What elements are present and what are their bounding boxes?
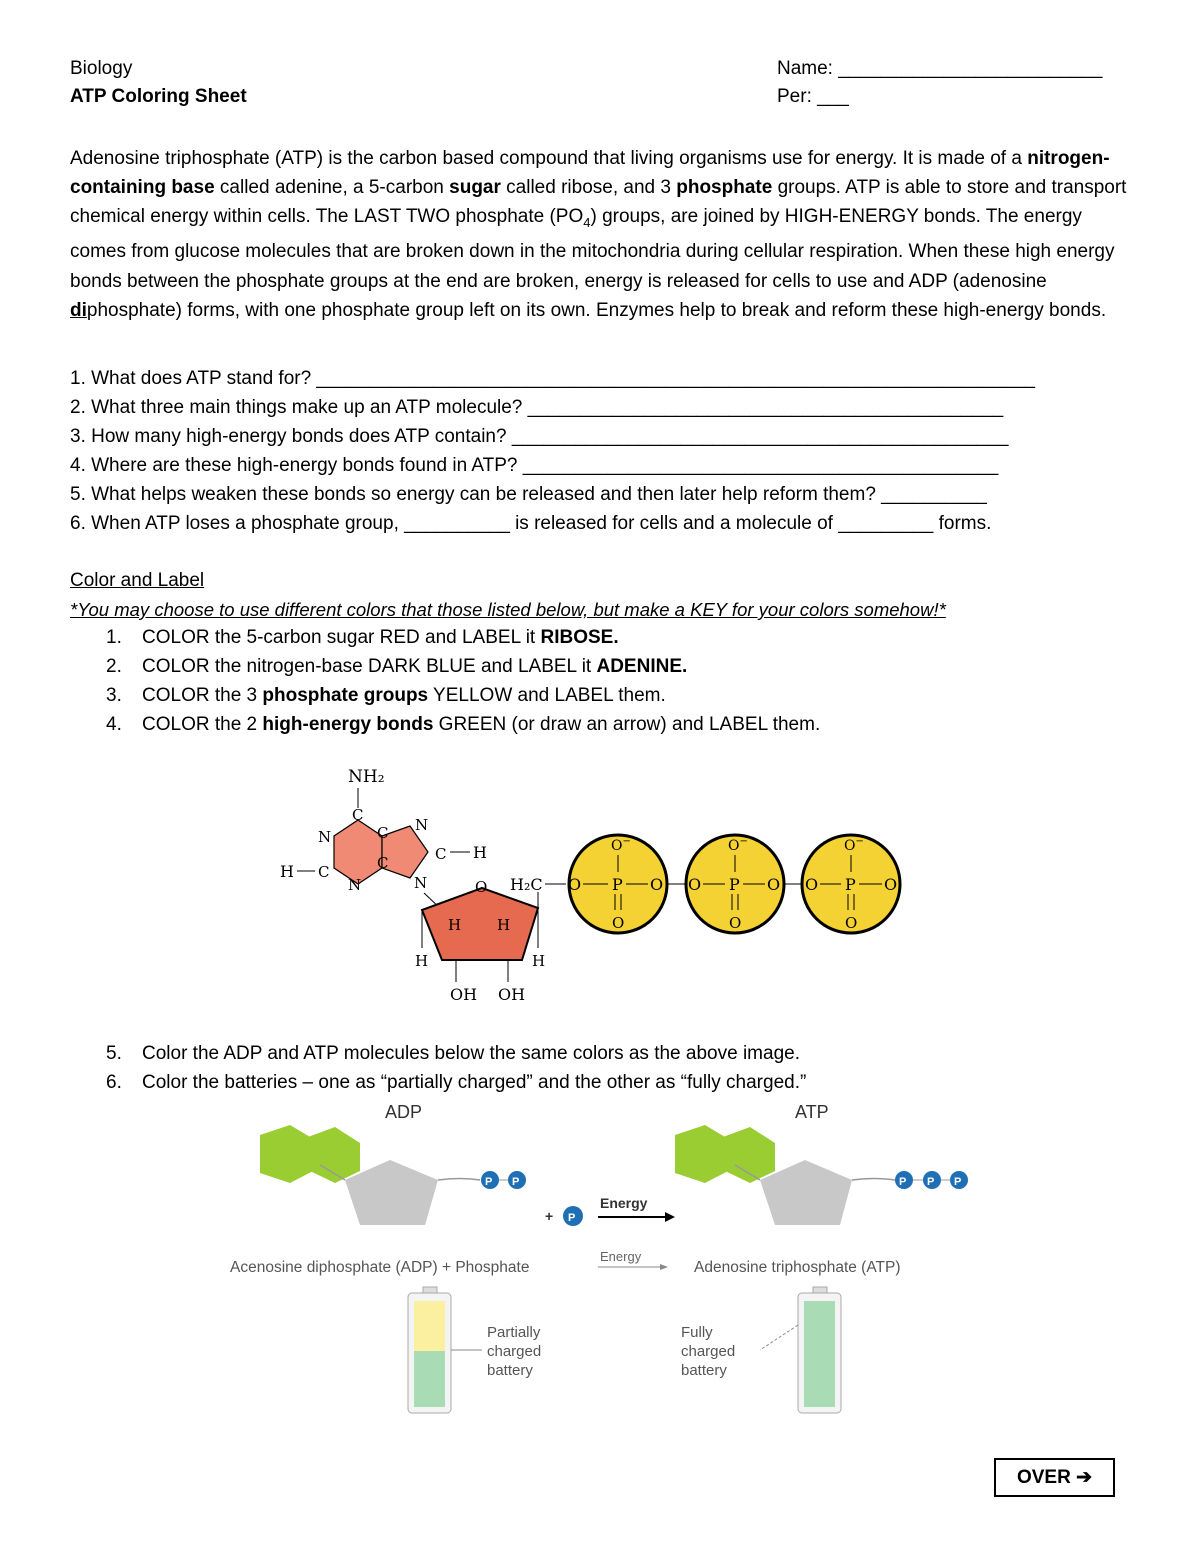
svg-text:H: H — [497, 916, 511, 934]
svg-text:O: O — [568, 875, 582, 894]
color-label-heading: Color and Label — [70, 570, 205, 591]
oh-label: OH — [450, 985, 478, 1004]
list-number: 2. — [106, 656, 122, 677]
adenine-ring-left — [334, 820, 382, 884]
svg-text:O: O — [805, 875, 819, 894]
svg-text:H: H — [280, 862, 294, 881]
svg-text:H: H — [415, 952, 429, 970]
adp-atp-diagram — [220, 1095, 980, 1425]
svg-text:O: O — [845, 914, 858, 932]
list-number: 6. — [106, 1072, 122, 1093]
adp-caption: Acenosine diphosphate (ADP) + Phosphate — [230, 1259, 530, 1276]
subject-label: Biology — [70, 58, 133, 79]
atp-caption: Adenosine triphosphate (ATP) — [694, 1259, 901, 1276]
svg-text:C: C — [377, 824, 389, 842]
instruction-item: COLOR the nitrogen-base DARK BLUE and LABEL it ADENINE. — [142, 656, 688, 677]
atp-title: ATP — [795, 1102, 829, 1122]
instruction-item: Color the ADP and ATP molecules below the same colors as the above image. — [142, 1043, 800, 1064]
list-number: 5. — [106, 1043, 122, 1064]
svg-text:H: H — [532, 952, 546, 970]
adp-molecule — [260, 1125, 526, 1225]
ribose-ring — [422, 888, 538, 960]
svg-text:charged: charged — [487, 1343, 542, 1360]
oh-label: OH — [498, 985, 526, 1004]
question-5[interactable]: 5. What helps weaken these bonds so energy can be released and then later help reform them? __________ — [70, 484, 987, 505]
svg-text:O−: O− — [611, 836, 631, 854]
svg-text:O−: O− — [728, 836, 748, 854]
page-title: ATP Coloring Sheet — [70, 86, 247, 107]
svg-text:O: O — [650, 875, 664, 894]
svg-text:battery: battery — [681, 1362, 727, 1379]
list-number: 1. — [106, 627, 122, 648]
list-number: 3. — [106, 685, 122, 706]
question-3[interactable]: 3. How many high-energy bonds does ATP contain? _______________________________________________ — [70, 426, 1009, 447]
question-4[interactable]: 4. Where are these high-energy bonds found in ATP? _____________________________________________ — [70, 455, 999, 476]
instruction-item: COLOR the 3 phosphate groups YELLOW and LABEL them. — [142, 685, 666, 706]
svg-text:P: P — [927, 1176, 935, 1188]
svg-text:N: N — [414, 874, 428, 892]
svg-text:P: P — [899, 1176, 907, 1188]
over-indicator: OVER ➔ — [994, 1458, 1115, 1497]
svg-text:C: C — [352, 806, 364, 824]
svg-text:P: P — [485, 1176, 493, 1188]
svg-text:O: O — [475, 878, 488, 896]
svg-text:N: N — [415, 816, 429, 834]
energy-label: Energy — [600, 1195, 648, 1211]
svg-text:H: H — [448, 916, 462, 934]
fully-charged-battery — [681, 1287, 841, 1413]
svg-text:N: N — [318, 828, 332, 846]
plus-sign: + — [545, 1208, 554, 1224]
svg-text:O: O — [767, 875, 781, 894]
partially-charged-battery — [408, 1287, 541, 1413]
list-number: 4. — [106, 714, 122, 735]
question-6[interactable]: 6. When ATP loses a phosphate group, __________ is released for cells and a molecule of _________ forms. — [70, 513, 992, 534]
svg-text:P: P — [954, 1176, 962, 1188]
h2c-label: H₂C — [510, 875, 543, 894]
atp-molecule-diagram — [270, 760, 920, 1010]
svg-text:P: P — [568, 1212, 576, 1224]
question-2[interactable]: 2. What three main things make up an ATP molecule? _____________________________________________ — [70, 397, 1004, 418]
color-key-note: *You may choose to use different colors that those listed below, but make a KEY for your colors somehow!* — [70, 599, 946, 620]
period-field[interactable]: Per: ___ — [777, 86, 849, 107]
svg-text:Fully: Fully — [681, 1324, 713, 1341]
phosphate-group-1 — [568, 835, 667, 933]
svg-text:P: P — [512, 1176, 520, 1188]
instruction-item: Color the batteries – one as “partially charged” and the other as “fully charged.” — [142, 1072, 807, 1093]
adp-title: ADP — [385, 1102, 423, 1122]
name-field[interactable]: Name: _________________________ — [777, 58, 1103, 79]
instruction-item: COLOR the 2 high-energy bonds GREEN (or draw an arrow) and LABEL them. — [142, 714, 821, 735]
svg-text:N: N — [348, 876, 362, 894]
svg-text:O: O — [612, 914, 625, 932]
svg-text:C: C — [435, 845, 447, 863]
svg-text:H: H — [473, 843, 487, 862]
energy-label-light: Energy — [600, 1249, 642, 1264]
question-1[interactable]: 1. What does ATP stand for? ____________________________________________________________________ — [70, 368, 1035, 389]
svg-text:O: O — [729, 914, 742, 932]
svg-text:O−: O− — [844, 836, 864, 854]
svg-text:O: O — [884, 875, 898, 894]
svg-text:O: O — [688, 875, 702, 894]
svg-text:P: P — [729, 875, 740, 894]
svg-text:battery: battery — [487, 1362, 533, 1379]
atp-molecule — [675, 1125, 968, 1225]
svg-text:C: C — [318, 863, 330, 881]
svg-text:P: P — [612, 875, 623, 894]
intro-paragraph: Adenosine triphosphate (ATP) is the carbon based compound that living organisms use for energy. It is made of a nitrogen-containing base called adenine, a 5-carbon sugar called ribose, and 3 phosphate groups. ATP is able to store and transport chemical energy within cells. The LAST TWO phosphate $(PO_4)$ groups, are joined by HIGH-ENERGY bonds. The energy comes from glucose molecules that are broken down in the mitochondria during cellular respiration. When these high energy bonds between the phosphate groups at the end are broken, energy is released for cells to use and ADP (adenosine diphosphate) forms, with one phosphate group left on its own. Enzymes help to break and reform these high-energy bonds. — [70, 148, 1127, 321]
phosphate-group-3 — [802, 835, 900, 933]
svg-text:Partially: Partially — [487, 1324, 541, 1341]
phosphate-group-2 — [686, 835, 784, 933]
svg-text:C: C — [377, 854, 389, 872]
nh2-label: NH₂ — [348, 767, 385, 787]
instruction-item: COLOR the 5-carbon sugar RED and LABEL it RIBOSE. — [142, 627, 619, 648]
svg-text:charged: charged — [681, 1343, 736, 1360]
svg-text:P: P — [845, 875, 856, 894]
